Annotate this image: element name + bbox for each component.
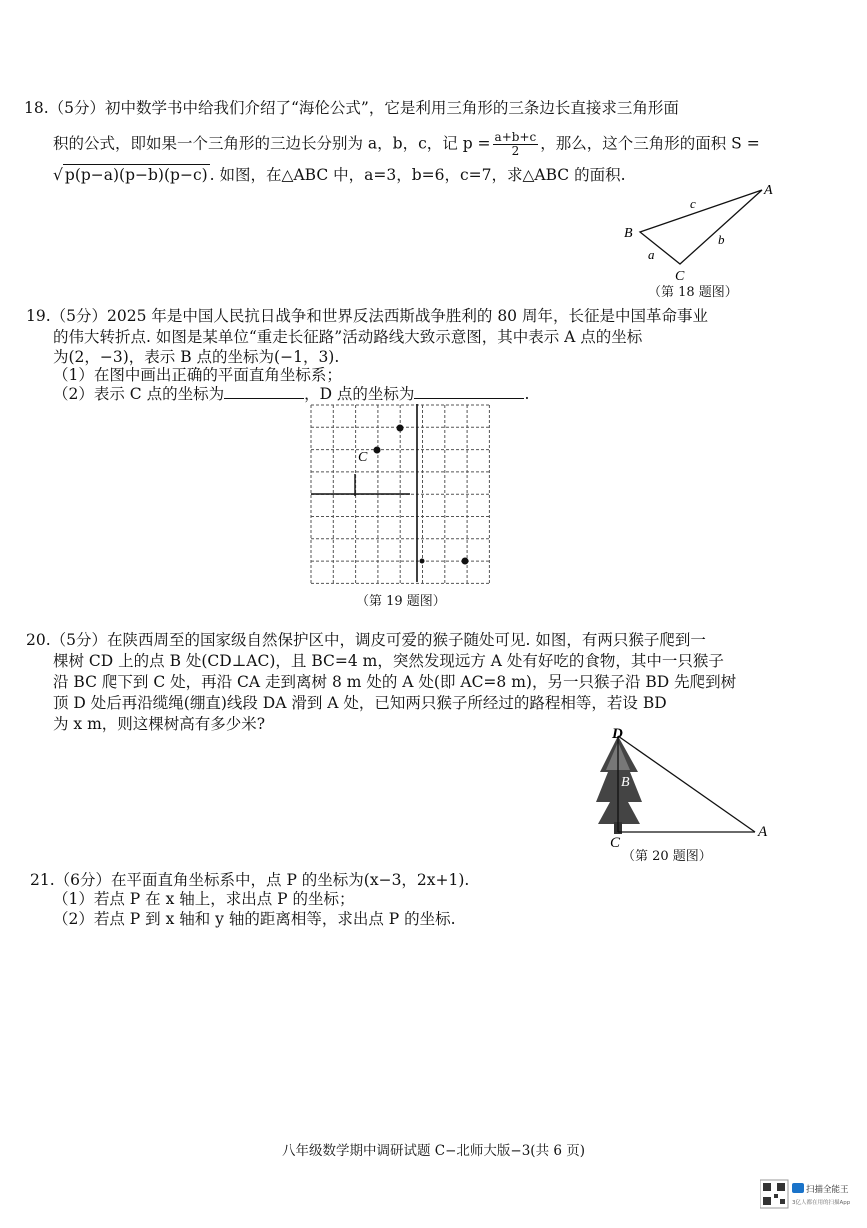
q19-line1: 19.（5分）2025 年是中国人民抗日战争和世界反法西斯战争胜利的 80 周年，长征是中国革命事业 [26,307,708,325]
scanner-watermark [760,1178,855,1212]
scanner-logo-icon [792,1183,804,1193]
q18-caption: （第 18 题图） [648,285,738,300]
label-a: A [758,824,768,840]
label-b-vertex: B [624,226,633,241]
q18-line3-text: . 如图，在△ABC 中，a=3，b=6，c=7，求△ABC 的面积. [209,166,626,184]
q18-frac-num: a+b+c [494,130,537,144]
q21-line1: 21.（6分）在平面直角坐标系中，点 P 的坐标为(x−3，2x+1). [30,871,470,889]
point-a [462,558,469,565]
q19-line5 [53,384,529,404]
q18-sqrt-body: p(p−a)(p−b)(p−c) [64,166,208,184]
q20-line5: 为 x m，则这棵树高有多少米? [53,715,266,733]
q18-fraction [493,131,539,158]
q19-grid-figure [310,404,492,586]
label-d: D [612,726,623,742]
tree-icon [596,736,642,834]
page-footer: 八年级数学期中调研试题 C−北师大版−3(共 6 页) [281,1143,586,1159]
q20-line1: 20.（5分）在陕西周至的国家级自然保护区中，调皮可爱的猴子随处可见. 如图，有两只猴子爬到一 [26,631,706,649]
sqrt-sign: √ [53,166,63,184]
q20-caption: （第 20 题图） [622,849,712,864]
label-side-a: a [648,247,655,262]
badge-sub: 3亿人都在用的扫描App [792,1200,851,1206]
q18-frac-den: 2 [511,144,520,158]
q20-line3: 沿 BC 爬下到 C 处，再沿 CA 走到离树 8 m 处的 A 处(即 AC=8 m)，另一只猴子沿 BD 先爬到树 [53,673,737,691]
label-a-vertex: A [764,183,773,198]
q19-caption: （第 19 题图） [356,594,446,609]
q18-line1: 18.（5分）初中数学书中给我们介绍了“海伦公式”，它是利用三角形的三条边长直接求三角形面 [24,99,679,117]
q19-line4: （1）在图中画出正确的平面直角坐标系； [53,366,342,384]
q20-tree-figure [590,724,780,848]
label-side-c: c [690,196,696,211]
q21-line3: （2）若点 P 到 x 轴和 y 轴的距离相等，求出点 P 的坐标. [53,910,456,928]
point-d [397,425,404,432]
q20-line4: 顶 D 处后再沿缆绳(绷直)线段 DA 滑到 A 处，已知两只猴子所经过的路程相等，若设 BD [53,694,667,712]
q18-line2-b: ，那么，这个三角形的面积 S = [540,134,760,153]
label-c-point: C [358,450,368,465]
label-side-b: b [718,232,725,247]
q18-line2-a: 积的公式，即如果一个三角形的三边长分别为 a，b，c，记 p = [53,134,491,153]
q20-line2: 棵树 CD 上的点 B 处(CD⊥AC)，且 BC=4 m，突然发现远方 A 处有好吃的食物，其中一只猴子 [53,652,724,670]
q18-line3 [53,164,626,185]
answer-blank-c[interactable] [224,384,304,399]
badge-label: 扫描全能王 [806,1185,849,1195]
q19-line5-b: ，D 点的坐标为 [304,385,415,403]
q19-line2: 的伟大转折点. 如图是某单位“重走长征路”活动路线大致示意图，其中表示 A 点的坐标 [53,328,643,346]
label-c: C [610,835,621,848]
triangle-abc [640,190,762,264]
label-b: B [621,775,630,790]
q19-line5-a: （2）表示 C 点的坐标为 [53,385,225,403]
q18-line2 [53,131,760,158]
point-b-mark [420,559,425,564]
q19-line3: 为(2，−3)，表示 B 点的坐标为(−1，3). [53,348,340,366]
label-c-vertex: C [675,269,685,284]
q19-line5-c: . [524,385,530,403]
q21-line2: （1）若点 P 在 x 轴上，求出点 P 的坐标； [53,890,355,908]
answer-blank-d[interactable] [414,384,524,399]
rope-line-da [618,736,755,832]
point-c [374,447,381,454]
